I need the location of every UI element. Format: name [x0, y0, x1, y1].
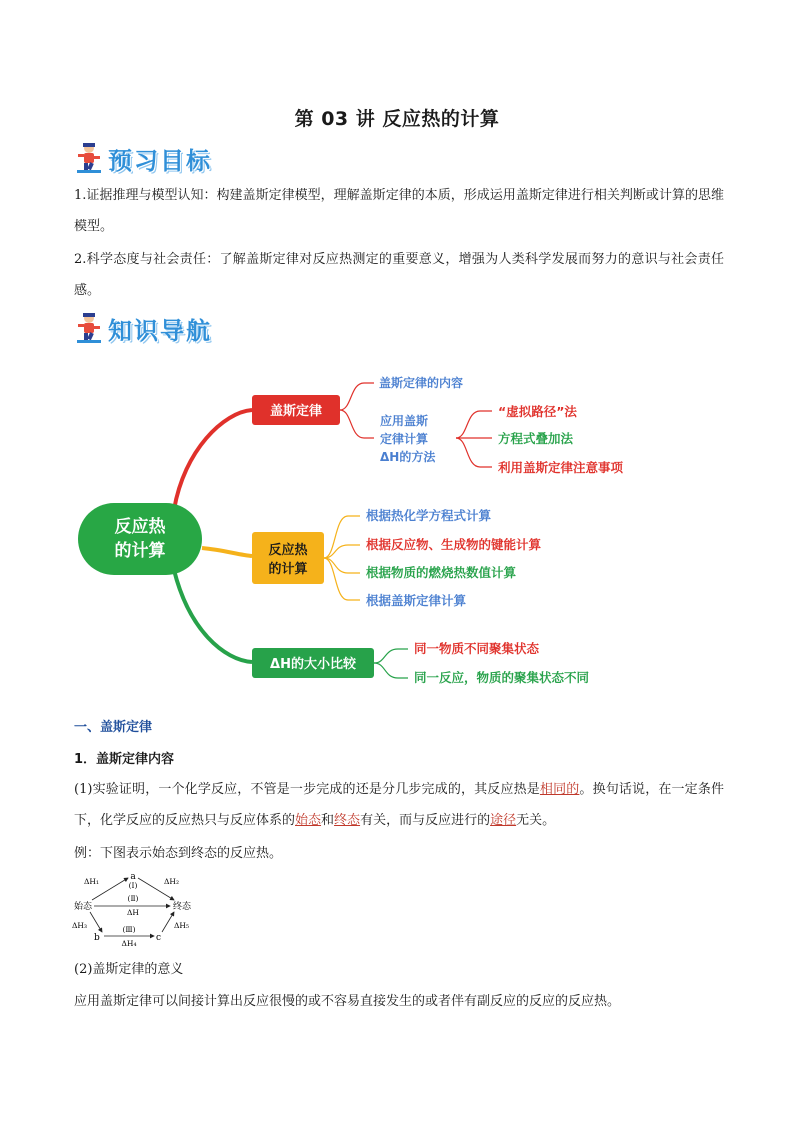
gaisi-method-line1: 应用盖斯 — [380, 414, 429, 428]
svg-text:ΔH₂: ΔH₂ — [164, 877, 179, 886]
center-node — [78, 503, 202, 575]
method-virtual-path: “虚拟路径”法 — [498, 404, 577, 419]
branch-line-green — [174, 570, 252, 662]
section-heading-gaisi: 一、盖斯定律 — [74, 720, 153, 735]
compare-item-same-substance: 同一物质不同聚集状态 — [414, 641, 540, 656]
method-equation-sum: 方程式叠加法 — [498, 431, 574, 446]
calc-item-bond-energy: 根据反应物、生成物的键能计算 — [366, 537, 542, 552]
branch-line-red — [174, 410, 252, 510]
keyword-final-state: 终态 — [334, 813, 361, 828]
knowledge-nav-banner — [74, 310, 212, 346]
running-student-icon — [74, 141, 104, 175]
subheading-gaisi-meaning: (2)盖斯定律的意义 — [74, 962, 184, 977]
method-notes: 利用盖斯定律注意事项 — [498, 460, 624, 475]
gaisi-meaning-paragraph: 应用盖斯定律可以间接计算出反应很慢的或不容易直接发生的或者伴有副反应的反应的反应热。 — [74, 994, 621, 1009]
preview-goals-banner — [74, 140, 212, 176]
mind-map — [74, 360, 724, 700]
gaisi-content-item: 盖斯定律的内容 — [379, 376, 464, 390]
calc-item-combustion: 根据物质的燃烧热数值计算 — [366, 565, 517, 580]
branch-node-gaisi-label: 盖斯定律 — [269, 404, 323, 419]
keyword-path: 途径 — [490, 813, 517, 828]
knowledge-nav-heading: 知识导航 — [108, 316, 212, 345]
keyword-initial-state: 始态 — [295, 813, 322, 828]
subheading-gaisi-content: 1．盖斯定律内容 — [74, 752, 175, 767]
compare-item-same-reaction: 同一反应，物质的聚集状态不同 — [414, 670, 590, 685]
example-line: 例：下图表示始态到终态的反应热。 — [74, 846, 283, 861]
branch-node-calc-line2: 的计算 — [268, 562, 308, 577]
center-node-line1: 反应热 — [114, 517, 166, 537]
goal-item-2: 2.科学态度与社会责任：了解盖斯定律对反应热测定的重要意义，增强为人类科学发展而努力的意识与社会责任感。 — [74, 252, 724, 298]
svg-text:(Ⅰ): (Ⅰ) — [128, 881, 138, 890]
svg-text:ΔH₁: ΔH₁ — [84, 877, 99, 886]
center-node-line2: 的计算 — [114, 541, 166, 561]
svg-text:ΔH₅: ΔH₅ — [174, 921, 189, 930]
keyword-same: 相同的 — [539, 782, 580, 797]
hess-cycle-diagram — [70, 868, 210, 948]
preview-goals-heading: 预习目标 — [108, 146, 212, 175]
svg-text:ΔH₄: ΔH₄ — [121, 939, 137, 948]
svg-text:ΔH: ΔH — [127, 908, 139, 917]
gaisi-content-paragraph: (1)实验证明，一个化学反应，不管是一步完成的还是分几步完成的，其反应热是相同的。换句话说，在一定条件下，化学反应的反应热只与反应体系的始态和终态有关，而与反应进行的途径无关。 — [74, 782, 724, 828]
goal-item-1: 1.证据推理与模型认知：构建盖斯定律模型，理解盖斯定律的本质，形成运用盖斯定律进行相关判断或计算的思维模型。 — [74, 188, 724, 234]
page-title: 第 03 讲 反应热的计算 — [294, 108, 500, 130]
svg-text:c: c — [156, 933, 162, 943]
gaisi-method-line2: 定律计算 — [380, 432, 429, 446]
gaisi-method-line3: ΔH的方法 — [380, 450, 436, 464]
branch-node-calc-line1: 反应热 — [268, 543, 308, 558]
svg-text:ΔH₃: ΔH₃ — [72, 921, 87, 930]
svg-text:(Ⅲ): (Ⅲ) — [122, 925, 136, 934]
calc-item-gaisi: 根据盖斯定律计算 — [366, 593, 467, 608]
svg-text:b: b — [94, 933, 100, 943]
running-student-icon — [74, 311, 104, 345]
svg-text:终态: 终态 — [173, 902, 192, 912]
branch-node-compare-label: ΔH的大小比较 — [270, 657, 356, 672]
svg-text:a: a — [130, 872, 136, 882]
branch-line-orange — [202, 548, 252, 556]
svg-text:(Ⅱ): (Ⅱ) — [127, 894, 139, 903]
svg-text:始态: 始态 — [74, 902, 93, 912]
calc-item-thermo-eq: 根据热化学方程式计算 — [366, 508, 492, 523]
